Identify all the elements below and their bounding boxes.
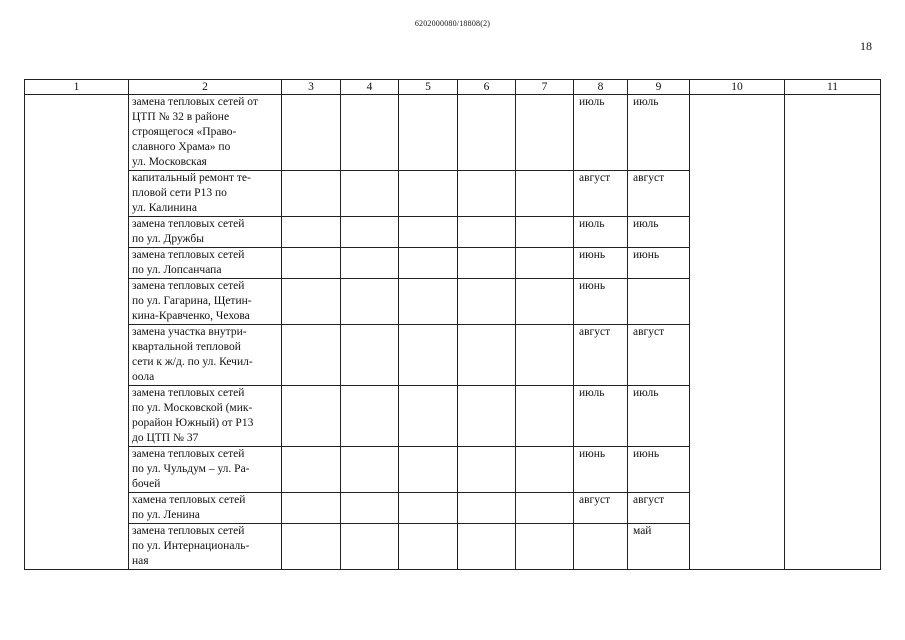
work-description: замена тепловых сетей по ул. Интернациональ- ная [129, 524, 282, 570]
empty-cell [399, 171, 458, 217]
empty-cell [458, 248, 516, 279]
empty-cell [282, 248, 341, 279]
work-description: замена тепловых сетей по ул. Московской (мик- рорайон Южный) от Р13 до ЦТП № 37 [129, 386, 282, 447]
empty-cell [516, 493, 574, 524]
end-month: июль [628, 95, 690, 171]
table-row [25, 95, 881, 171]
column-header-8: 8 [574, 80, 628, 95]
empty-cell [282, 95, 341, 171]
start-month: июнь [574, 248, 628, 279]
column-11-cell [785, 95, 881, 570]
empty-cell [399, 447, 458, 493]
empty-cell [458, 171, 516, 217]
work-description: замена участка внутри- квартальной тепловой сети к ж/д. по ул. Кечил- оола [129, 325, 282, 386]
empty-cell [282, 217, 341, 248]
empty-cell [458, 493, 516, 524]
column-header-7: 7 [516, 80, 574, 95]
work-description: замена тепловых сетей по ул. Гагарина, Щетин- кина-Кравченко, Чехова [129, 279, 282, 325]
document-id: 6202000080/18808(2) [414, 19, 491, 28]
empty-cell [458, 95, 516, 171]
end-month: июнь [628, 248, 690, 279]
work-description: замена тепловых сетей по ул. Лопсанчапа [129, 248, 282, 279]
empty-cell [282, 447, 341, 493]
end-month: август [628, 171, 690, 217]
column-header-2: 2 [129, 80, 282, 95]
empty-cell [399, 325, 458, 386]
empty-cell [282, 493, 341, 524]
column-header-6: 6 [458, 80, 516, 95]
empty-cell [282, 524, 341, 570]
work-description: замена тепловых сетей по ул. Дружбы [129, 217, 282, 248]
start-month: август [574, 171, 628, 217]
work-description: замена тепловых сетей от ЦТП № 32 в районе строящегося «Право- славного Храма» по ул. Московская [129, 95, 282, 171]
empty-cell [516, 524, 574, 570]
empty-cell [458, 217, 516, 248]
start-month: июль [574, 95, 628, 171]
empty-cell [282, 171, 341, 217]
empty-cell [341, 279, 399, 325]
start-month: август [574, 325, 628, 386]
empty-cell [341, 325, 399, 386]
end-month [628, 279, 690, 325]
column-header-1: 1 [25, 80, 129, 95]
empty-cell [399, 217, 458, 248]
empty-cell [399, 248, 458, 279]
empty-cell [341, 95, 399, 171]
column-header-11: 11 [785, 80, 881, 95]
end-month: август [628, 493, 690, 524]
empty-cell [458, 279, 516, 325]
empty-cell [399, 95, 458, 171]
empty-cell [282, 386, 341, 447]
end-month: август [628, 325, 690, 386]
page-number: 18 [860, 39, 872, 53]
work-description: замена тепловых сетей по ул. Чульдум – ул. Ра- бочей [129, 447, 282, 493]
empty-cell [516, 279, 574, 325]
end-month: июнь [628, 447, 690, 493]
empty-cell [282, 325, 341, 386]
empty-cell [341, 524, 399, 570]
empty-cell [516, 171, 574, 217]
start-month: июнь [574, 279, 628, 325]
empty-cell [516, 325, 574, 386]
empty-cell [399, 386, 458, 447]
column-1-cell [25, 95, 129, 570]
empty-cell [399, 279, 458, 325]
column-header-3: 3 [282, 80, 341, 95]
empty-cell [516, 248, 574, 279]
empty-cell [516, 386, 574, 447]
start-month: июль [574, 386, 628, 447]
empty-cell [282, 279, 341, 325]
start-month: август [574, 493, 628, 524]
empty-cell [516, 447, 574, 493]
start-month: июнь [574, 447, 628, 493]
empty-cell [341, 217, 399, 248]
empty-cell [516, 95, 574, 171]
end-month: июль [628, 217, 690, 248]
empty-cell [341, 447, 399, 493]
end-month: июль [628, 386, 690, 447]
empty-cell [516, 217, 574, 248]
start-month: июль [574, 217, 628, 248]
empty-cell [341, 248, 399, 279]
column-header-row [25, 80, 881, 95]
work-description: капитальный ремонт те- пловой сети Р13 по ул. Калинина [129, 171, 282, 217]
empty-cell [458, 524, 516, 570]
empty-cell [341, 386, 399, 447]
empty-cell [458, 447, 516, 493]
empty-cell [341, 493, 399, 524]
column-header-10: 10 [690, 80, 785, 95]
empty-cell [458, 325, 516, 386]
work-description: хамена тепловых сетей по ул. Ленина [129, 493, 282, 524]
column-header-4: 4 [341, 80, 399, 95]
empty-cell [399, 524, 458, 570]
schedule-table [24, 79, 881, 570]
empty-cell [458, 386, 516, 447]
empty-cell [341, 171, 399, 217]
column-header-9: 9 [628, 80, 690, 95]
start-month [574, 524, 628, 570]
empty-cell [399, 493, 458, 524]
column-header-5: 5 [399, 80, 458, 95]
column-10-cell [690, 95, 785, 570]
end-month: май [628, 524, 690, 570]
